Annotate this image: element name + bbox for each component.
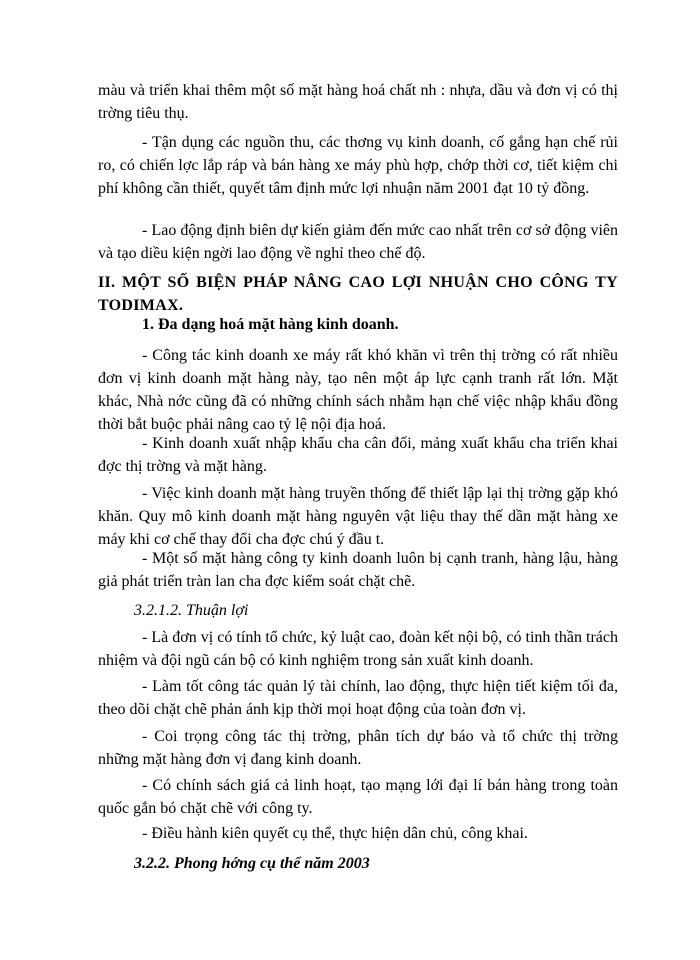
paragraph-bullet: - Có chính sách giá cả linh hoạt, tạo mạng lới đại lí bán hàng trong toàn quốc gắn bó chặt chẽ với công ty. [98, 777, 618, 817]
paragraph-bullet: - Một số mặt hàng công ty kinh doanh luôn bị cạnh tranh, hàng lậu, hàng giả phát triển tràn lan cha đợc kiểm soát chặt chẽ. [98, 550, 618, 590]
subsection-title: 3.2.2. Phong hớng cụ thể năm 2003 [134, 855, 370, 872]
subsection-heading: 1. Đa dạng hoá mặt hàng kinh doanh. [142, 316, 399, 333]
subsection-title: 3.2.1.2. Thuận lợi [134, 602, 249, 619]
paragraph-bullet: - Công tác kinh doanh xe máy rất khó khăn vì trên thị trờng có rất nhiều đơn vị kinh doanh mặt hàng này, tạo nên một áp lực cạnh tranh rất lớn. Mặt khác, Nhà nớc cũng đã có những chính sách nhằm hạn chế việc nhập khẩu đồng thời bắt buộc phải nâng cao tỷ lệ nội địa hoá. [98, 347, 618, 433]
paragraph-bullet: - Lao động định biên dự kiến giảm đến mức cao nhất trên cơ sở động viên và tạo diều kiện ngời lao động về nghỉ theo chế độ. [98, 222, 618, 262]
paragraph-bullet: - Kinh doanh xuất nhập khẩu cha cân đối, mảng xuất khẩu cha triển khai đợc thị trờng và mặt hàng. [98, 435, 618, 475]
section-heading: II. MỘT SỐ BIỆN PHÁP NÂNG CAO LỢI NHUẬN CHO CÔNG TY TODIMAX. [98, 274, 618, 314]
paragraph-bullet: - Tận dụng các nguồn thu, các thơng vụ kinh doanh, cố gắng hạn chế rủi ro, có chiến lợc lắp ráp và bán hàng xe máy phù hợp, chớp thời cơ, tiết kiệm chi phí không cần thiết, quyết tâm định mức lợi nhuận năm 2001 đạt 10 tỷ đồng. [98, 134, 618, 197]
paragraph-bullet: - Coi trọng công tác thị trờng, phân tích dự báo và tổ chức thị trờng những mặt hàng đơn vị đang kinh doanh. [98, 728, 618, 768]
paragraph-bullet: - Là đơn vị có tính tổ chức, kỷ luật cao, đoàn kết nội bộ, có tinh thần trách nhiệm và đội ngũ cán bộ có kinh nghiệm trong sản xuất kinh doanh. [98, 629, 618, 669]
paragraph-bullet: - Làm tốt công tác quản lý tài chính, lao động, thực hiện tiết kiệm tối đa, theo dõi chặt chẽ phản ánh kịp thời mọi hoạt động của toàn đơn vị. [98, 678, 618, 718]
paragraph-bullet: - Việc kinh doanh mặt hàng truyền thống để thiết lập lại thị trờng gặp khó khăn. Quy mô kinh doanh mặt hàng nguyên vật liệu thay thế dần mặt hàng xe máy khi cơ chế thay đổi cha đợc chú ý đầu t. [98, 485, 618, 548]
paragraph-bullet: - Điều hành kiên quyết cụ thể, thực hiện dân chủ, công khai. [142, 825, 528, 842]
paragraph-continuation: màu và triển khai thêm một số mặt hàng hoá chất nh : nhựa, dầu và đơn vị có thị trờng tiêu thụ. [98, 82, 618, 122]
